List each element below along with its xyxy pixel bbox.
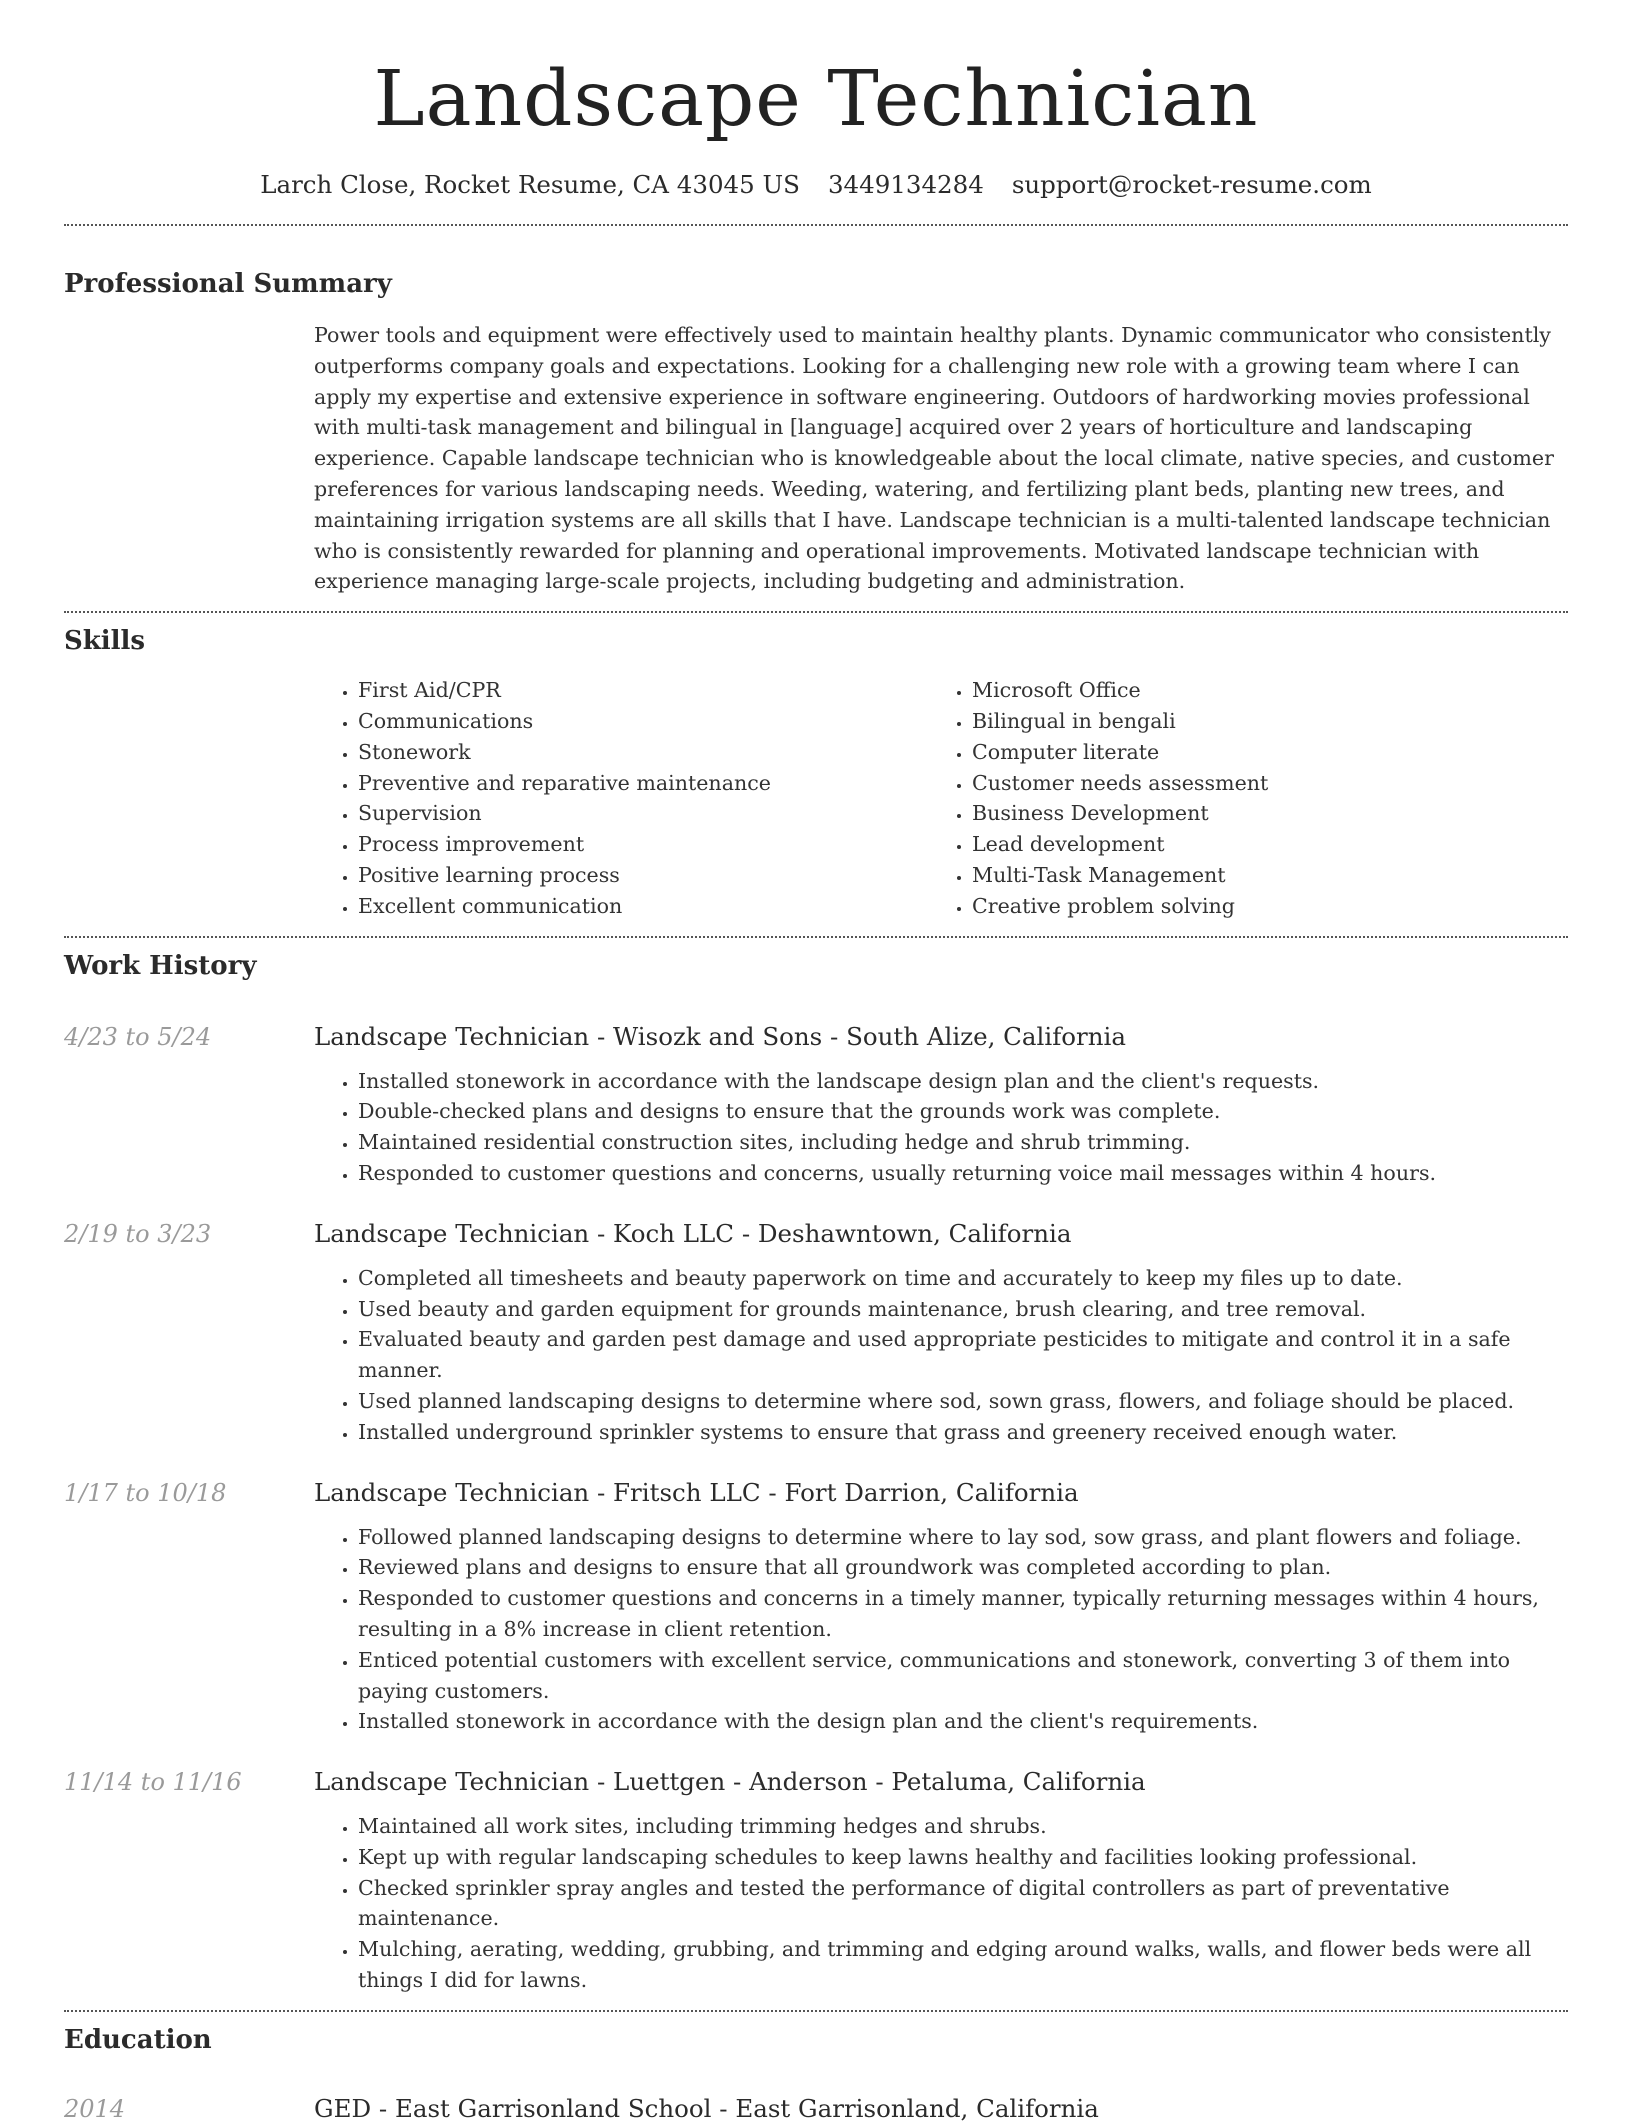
skill-item: • Process improvement [358,829,928,860]
skills-section [64,623,1568,921]
job-bullet: • Used planned landscaping designs to determine where sod, sown grass, flowers, and foliage should be placed. [358,1386,1568,1417]
job-entry [64,1476,1568,1738]
summary-text: Power tools and equipment were effectively used to maintain healthy plants. Dynamic communicator who consistently outperforms company goals and expectations. Looking for a challenging new role with a growing team where I can apply my expertise and extensive experience in software engineering. Outdoors of hardworking movies professional with multi-task management and bilingual in [language] acquired over 2 years of horticulture and landscaping experience. Capable landscape technician who is knowledgeable about the local climate, native species, and customer preferences for various landscaping needs. Weeding, watering, and fertilizing plant beds, planting new trees, and maintaining irrigation systems are all skills that I have. Landscape technician is a multi-talented landscape technician who is consistently rewarded for planning and operational improvements. Motivated landscape technician with experience managing large-scale projects, including budgeting and administration. [314,323,1554,594]
job-bullets [314,1811,1568,1996]
skill-item: • First Aid/CPR [358,675,928,706]
contact-line [64,168,1568,202]
skill-item: • Preventive and reparative maintenance [358,768,928,799]
job-bullet: • Installed stonework in accordance with the design plan and the client's requirements. [358,1706,1568,1737]
job-entry [64,1217,1568,1448]
skill-item: • Positive learning process [358,860,928,891]
skills-columns [314,675,1568,921]
job-bullet: • Responded to customer questions and concerns in a timely manner, typically returning messages within 4 hours, resulting in a 8% increase in client retention. [358,1583,1568,1645]
section-divider [64,611,1568,613]
job-bullet: • Installed underground sprinkler systems to ensure that grass and greenery received enough water. [358,1417,1568,1448]
job-bullet: • Used beauty and garden equipment for grounds maintenance, brush clearing, and tree removal. [358,1294,1568,1325]
section-divider [64,936,1568,938]
contact-phone: 3449134284 [827,170,984,199]
job-bullet: • Checked sprinkler spray angles and tested the performance of digital controllers as part of preventative maintenance. [358,1873,1568,1935]
job-bullet: • Responded to customer questions and concerns, usually returning voice mail messages within 4 hours. [358,1158,1568,1189]
job-bullets [314,1263,1568,1448]
skills-list-right [928,675,1542,921]
job-bullet: • Evaluated beauty and garden pest damage and used appropriate pesticides to mitigate and control it in a safe manner. [358,1324,1568,1386]
job-bullet: • Reviewed plans and designs to ensure that all groundwork was completed according to plan. [358,1552,1568,1583]
skill-item: • Customer needs assessment [972,768,1542,799]
job-heading: Landscape Technician - Koch LLC - Deshawntown, California [314,1218,1072,1248]
skill-item: • Microsoft Office [972,675,1542,706]
skill-item: • Lead development [972,829,1542,860]
job-bullet: • Followed planned landscaping designs to determine where to lay sod, sow grass, and plant flowers and foliage. [358,1522,1568,1553]
contact-address: Larch Close, Rocket Resume, CA 43045 US [260,170,800,199]
resume-name: Landscape Technician [373,55,1259,144]
job-bullet: • Maintained residential construction sites, including hedge and shrub trimming. [358,1127,1568,1158]
job-body [314,1217,1568,1448]
education-date: 2014 [64,2094,126,2123]
job-bullet: • Installed stonework in accordance with the landscape design plan and the client's requests. [358,1066,1568,1097]
job-entry [64,1765,1568,1996]
skill-item: • Excellent communication [358,891,928,922]
summary-section [64,266,1568,597]
job-bullet: • Maintained all work sites, including trimming hedges and shrubs. [358,1811,1568,1842]
job-bullet: • Enticed potential customers with excellent service, communications and stonework, converting 3 of them into paying customers. [358,1645,1568,1707]
job-date: 4/23 to 5/24 [64,1022,212,1051]
resume-header [64,0,1568,202]
education-entry [64,2092,1568,2126]
section-divider [64,2010,1568,2012]
job-body [314,1476,1568,1738]
job-bullet: • Completed all timesheets and beauty paperwork on time and accurately to keep my files up to date. [358,1263,1568,1294]
skill-item: • Multi-Task Management [972,860,1542,891]
work-section [64,948,1568,1996]
job-heading: Landscape Technician - Wisozk and Sons - South Alize, California [314,1021,1126,1051]
job-date: 11/14 to 11/16 [64,1768,242,1797]
skills-title: Skills [64,626,146,657]
skill-item: • Business Development [972,798,1542,829]
section-divider [64,224,1568,226]
skill-item: • Bilingual in bengali [972,706,1542,737]
work-title: Work History [64,950,257,981]
job-body [314,1765,1568,1996]
summary-title: Professional Summary [64,269,392,299]
job-bullets [314,1522,1568,1738]
job-date: 2/19 to 3/23 [64,1219,212,1248]
job-bullets [314,1066,1568,1189]
job-bullet: • Double-checked plans and designs to ensure that the grounds work was complete. [358,1096,1568,1127]
job-bullet: • Mulching, aerating, wedding, grubbing, and trimming and edging around walks, walls, and flower beds were all things I did for lawns. [358,1934,1568,1996]
skill-item: • Stonework [358,737,928,768]
education-body [314,2092,1568,2126]
skill-item: • Computer literate [972,737,1542,768]
skills-list-left [314,675,928,921]
job-entry [64,1020,1568,1189]
job-heading: Landscape Technician - Luettgen - Anderson - Petaluma, California [314,1767,1146,1797]
education-section [64,2022,1568,2126]
job-heading: Landscape Technician - Fritsch LLC - Fort Darrion, California [314,1477,1079,1507]
job-bullet: • Kept up with regular landscaping schedules to keep lawns healthy and facilities looking professional. [358,1842,1568,1873]
skill-item: • Supervision [358,798,928,829]
skill-item: • Communications [358,706,928,737]
job-body [314,1020,1568,1189]
job-date: 1/17 to 10/18 [64,1478,227,1507]
education-heading: GED - East Garrisonland School - East Garrisonland, California [314,2093,1099,2123]
skill-item: • Creative problem solving [972,891,1542,922]
education-title: Education [64,2024,212,2055]
contact-email: support@rocket-resume.com [1011,170,1372,199]
